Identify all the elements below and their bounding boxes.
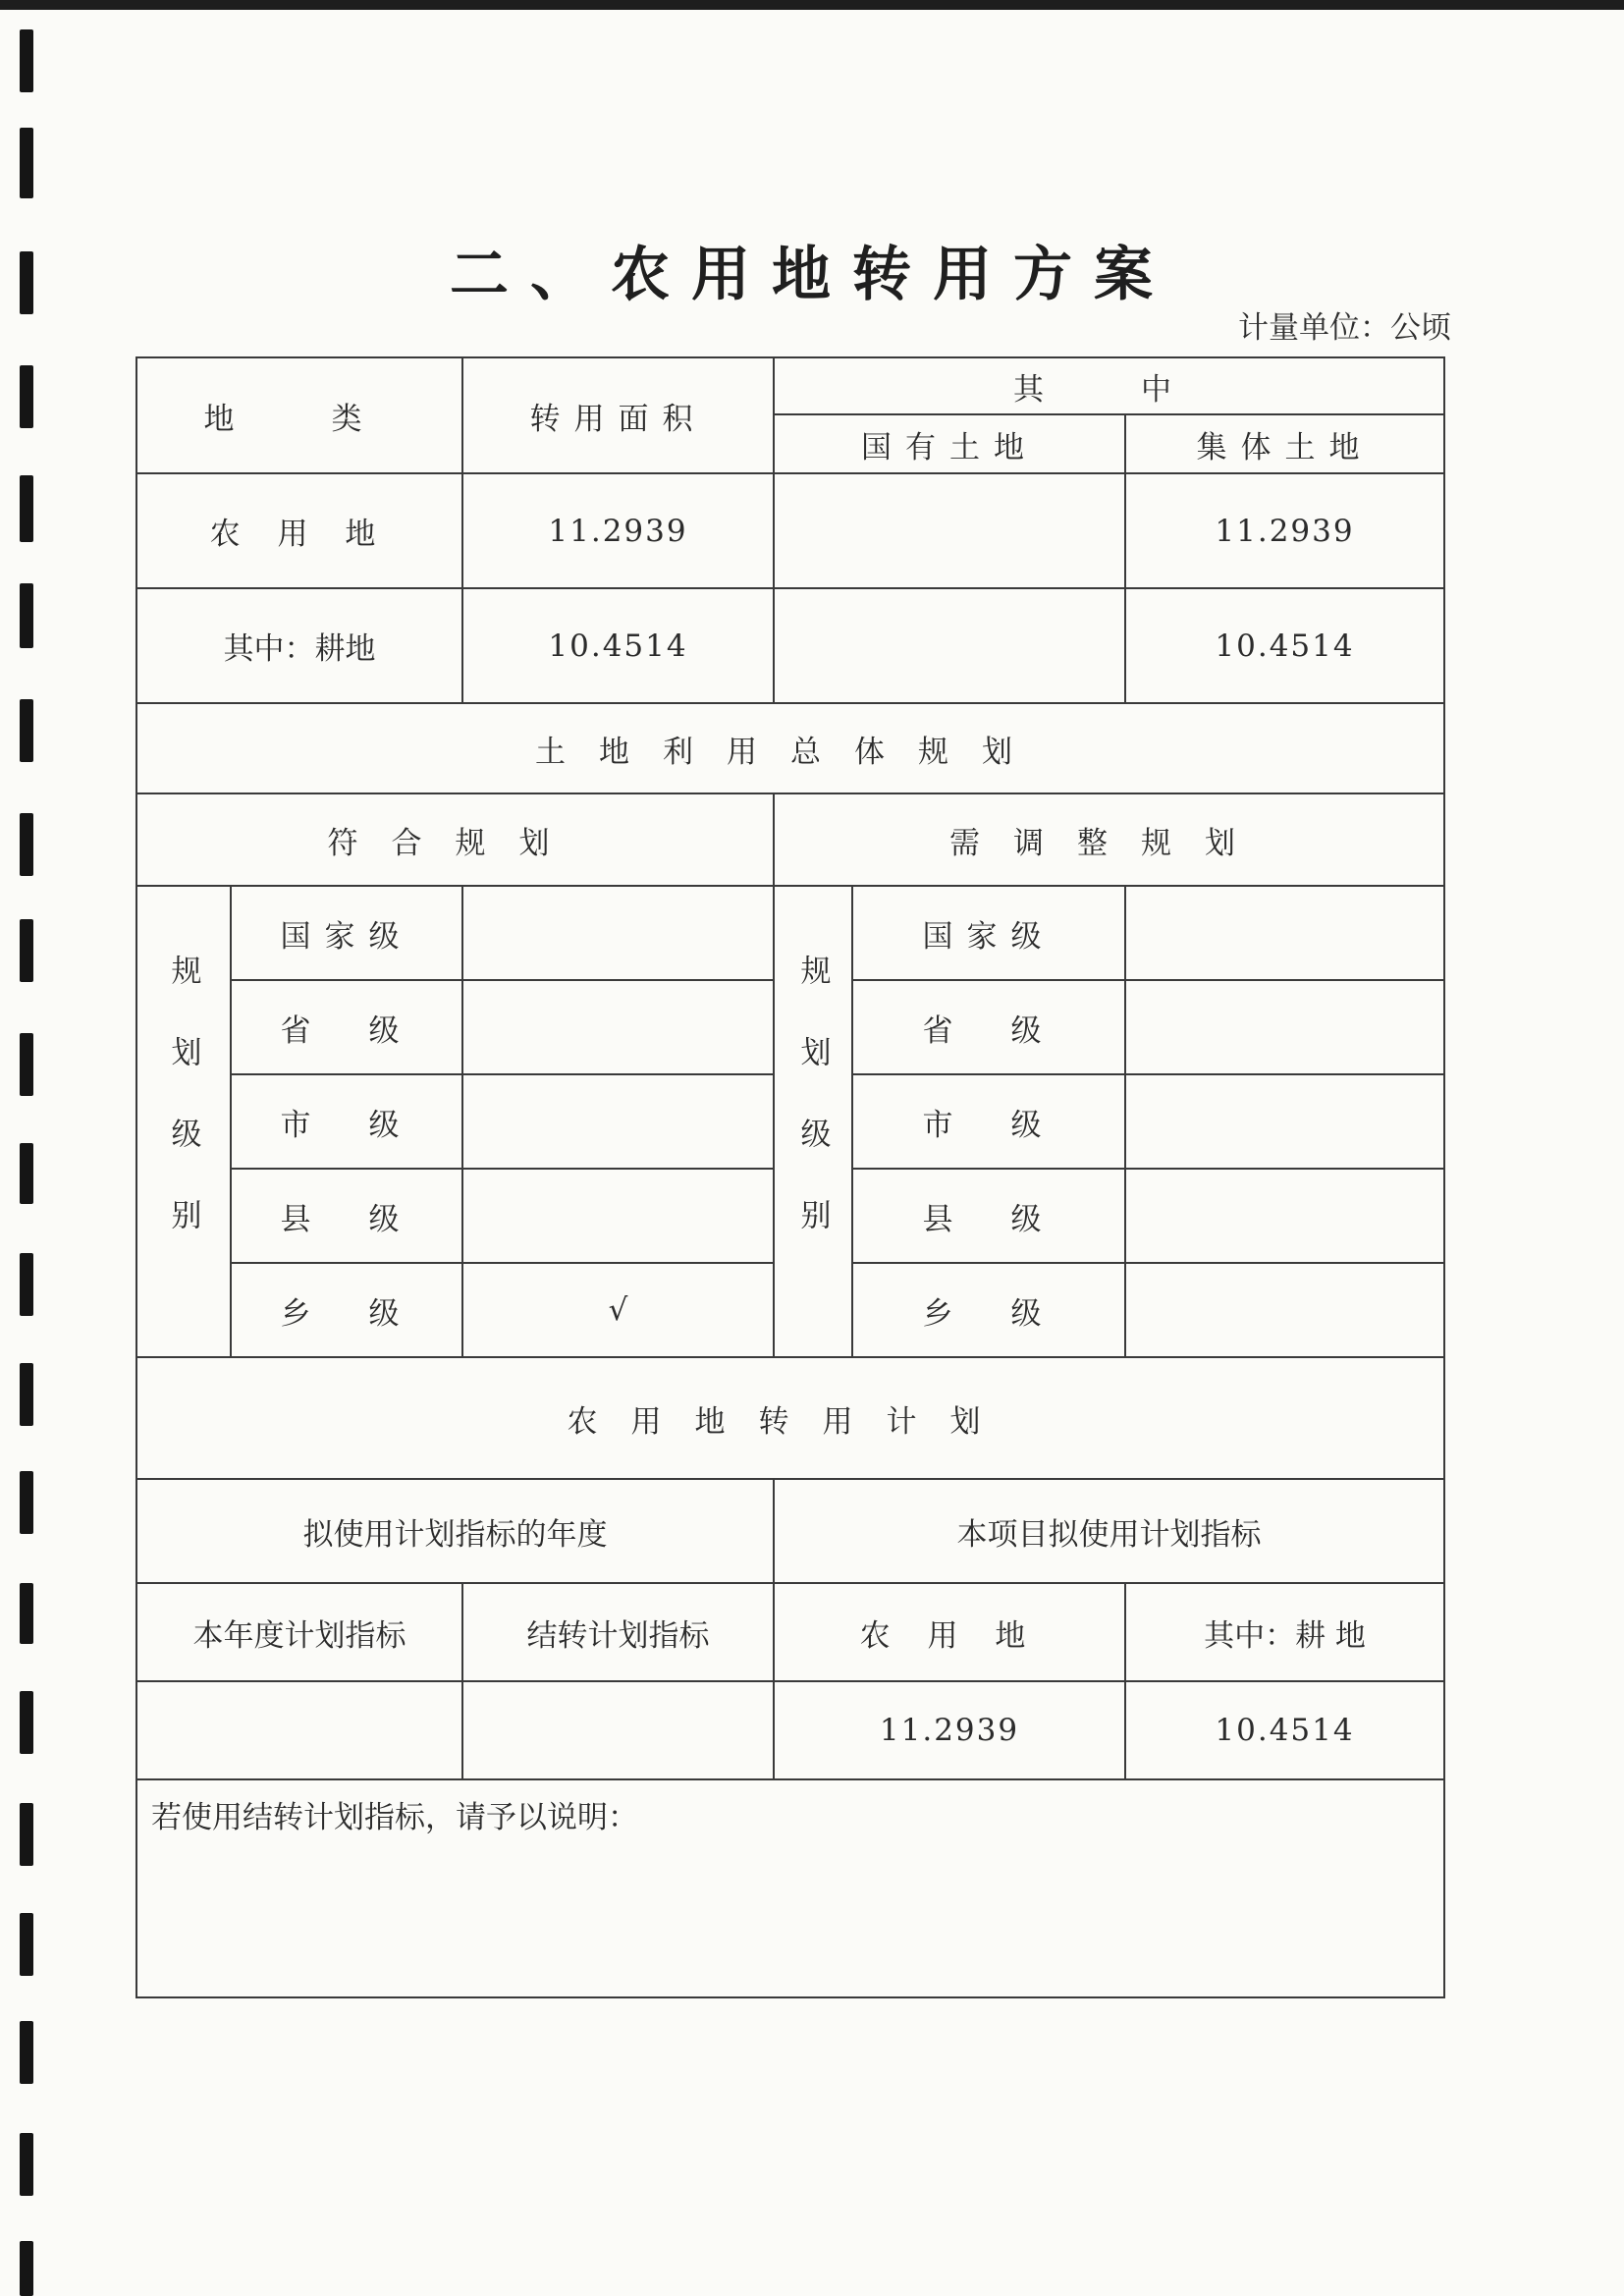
unit-label: 计量单位：公顷: [1238, 310, 1451, 346]
current-year-quota-value: [136, 1681, 462, 1779]
conversion-plan-heading: 农用地转用计划: [136, 1357, 1444, 1479]
needs-adjust-plan-heading: 需调整规划: [774, 793, 1444, 886]
level-city-right: 市 级: [852, 1074, 1125, 1169]
page-title: 二、农用地转用方案: [450, 241, 1174, 309]
binding-hole: [20, 1583, 33, 1644]
agri-quota-value: 11.2939: [774, 1681, 1125, 1779]
current-year-quota-header: 本年度计划指标: [136, 1583, 462, 1681]
project-quota-label: 本项目拟使用计划指标: [774, 1479, 1444, 1583]
binding-hole: [20, 1803, 33, 1866]
scan-top-edge: [0, 0, 1624, 10]
conforms-township-checkmark: √: [462, 1263, 774, 1357]
arable-quota-header: 其中：耕 地: [1125, 1583, 1444, 1681]
plan-level-label-left: 规划级别: [136, 886, 231, 1357]
overall-plan-heading: 土地利用总体规划: [136, 703, 1444, 793]
carryover-quota-header: 结转计划指标: [462, 1583, 774, 1681]
level-national-left: 国家级: [231, 886, 462, 980]
adjust-national-cell: [1125, 886, 1444, 980]
binding-hole: [20, 1253, 33, 1316]
agri-collective-value: 11.2939: [1125, 473, 1444, 588]
row-label-agri: 农 用 地: [136, 473, 462, 588]
binding-hole: [20, 365, 33, 428]
year-quota-label: 拟使用计划指标的年度: [136, 1479, 774, 1583]
level-county-left: 县 级: [231, 1169, 462, 1263]
conforms-plan-heading: 符合规划: [136, 793, 774, 886]
agri-quota-header: 农 用 地: [774, 1583, 1125, 1681]
binding-hole: [20, 2021, 33, 2084]
conversion-form-table: [135, 356, 1445, 1998]
level-province-right: 省 级: [852, 980, 1125, 1074]
header-state-owned: 国有土地: [774, 414, 1125, 473]
conforms-county-cell: [462, 1169, 774, 1263]
header-collective: 集体土地: [1125, 414, 1444, 473]
level-township-right: 乡 级: [852, 1263, 1125, 1357]
binding-hole: [20, 583, 33, 648]
level-city-left: 市 级: [231, 1074, 462, 1169]
arable-quota-value: 10.4514: [1125, 1681, 1444, 1779]
row-label-arable: 其中：耕地: [136, 588, 462, 703]
binding-hole: [20, 1363, 33, 1426]
level-province-left: 省 级: [231, 980, 462, 1074]
binding-hole: [20, 2241, 33, 2296]
binding-hole: [20, 813, 33, 876]
conforms-city-cell: [462, 1074, 774, 1169]
plan-level-label-right: 规划级别: [774, 886, 852, 1357]
arable-state-value: [774, 588, 1125, 703]
header-of-which: 其 中: [774, 357, 1444, 414]
adjust-township-cell: [1125, 1263, 1444, 1357]
adjust-county-cell: [1125, 1169, 1444, 1263]
arable-collective-value: 10.4514: [1125, 588, 1444, 703]
carryover-explanation-box: [136, 1779, 1444, 1997]
agri-area-value: 11.2939: [462, 473, 774, 588]
binding-hole: [20, 1471, 33, 1534]
agri-state-value: [774, 473, 1125, 588]
binding-hole: [20, 1033, 33, 1096]
binding-hole: [20, 919, 33, 982]
conforms-province-cell: [462, 980, 774, 1074]
binding-hole: [20, 128, 33, 198]
binding-hole: [20, 2133, 33, 2196]
binding-hole: [20, 699, 33, 762]
level-township-left: 乡 级: [231, 1263, 462, 1357]
header-converted-area: 转用面积: [462, 357, 774, 473]
conforms-national-cell: [462, 886, 774, 980]
header-land-type: 地 类: [136, 357, 462, 473]
binding-hole: [20, 475, 33, 542]
binding-hole: [20, 29, 33, 92]
carryover-explanation-label: 若使用结转计划指标，请予以说明：: [151, 1800, 638, 1835]
level-county-right: 县 级: [852, 1169, 1125, 1263]
adjust-province-cell: [1125, 980, 1444, 1074]
arable-area-value: 10.4514: [462, 588, 774, 703]
adjust-city-cell: [1125, 1074, 1444, 1169]
carryover-quota-value: [462, 1681, 774, 1779]
binding-hole: [20, 1691, 33, 1754]
level-national-right: 国家级: [852, 886, 1125, 980]
binding-hole: [20, 1913, 33, 1976]
binding-hole: [20, 1143, 33, 1204]
